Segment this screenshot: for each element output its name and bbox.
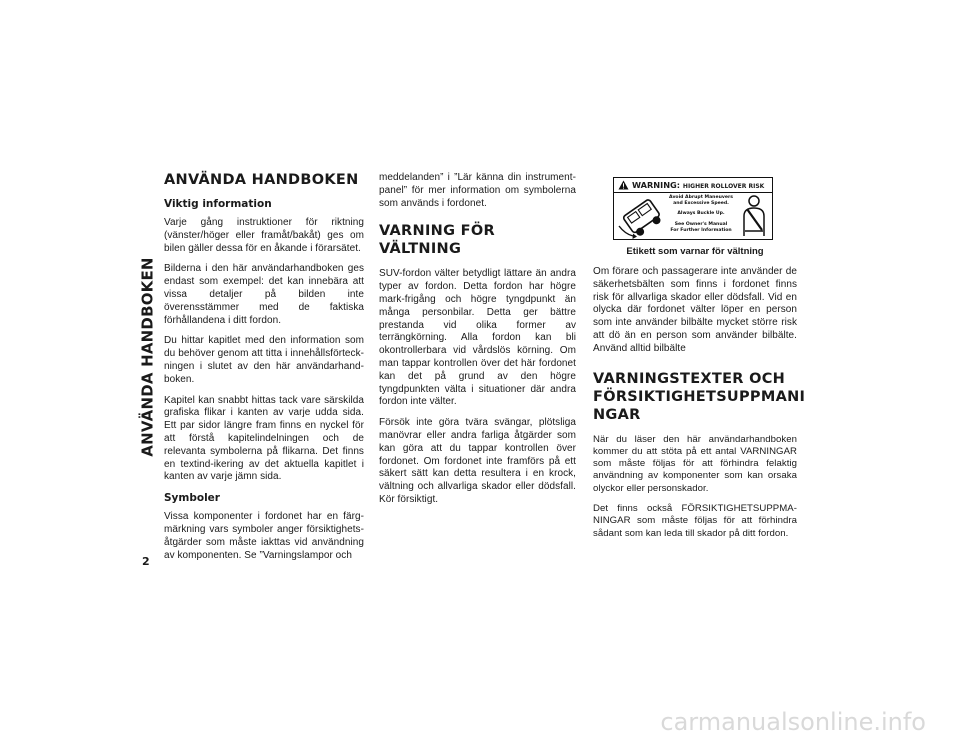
section-title-handbook: ANVÄNDA HANDBOKEN: [164, 172, 359, 188]
paragraph: Du hittar kapitlet med den information som du behöver genom att titta i innehållsförteck-ningen i slutet av den här användarhand-boken.: [164, 335, 364, 385]
paragraph: När du läser den här användarhandboken kommer du att stöta på ett antal VARNINGAR som måste följas för att förhindra felaktig användning av komponenter som kan orsaka olyckor eller personskador.: [593, 433, 797, 494]
seatbelt-person-icon: [736, 194, 772, 238]
watermark: carmanualsonline.info: [660, 708, 926, 736]
section-title-rollover: VARNING FÖR VÄLTNING: [379, 223, 495, 258]
paragraph: Bilderna i den här användarhandboken ges endast som exempel: det kan innebära att vissa detaljer på bilden inte överensstämmer med de faktiska förhållandena i ditt fordon.: [164, 263, 364, 326]
rollover-warning-label: [613, 177, 773, 240]
label-warning-word: WARNING:: [632, 180, 681, 190]
paragraph: meddelanden” i ”Lär känna din instrument-panel” för mer information om symbolerna som används i fordonet.: [379, 172, 576, 209]
column-3: [593, 177, 806, 548]
subheading-symbols: Symboler: [164, 492, 220, 505]
label-line: For Further Information: [670, 228, 732, 233]
paragraph: Kapitel kan snabbt hittas tack vare särskilda grafiska flikar i kanten av varje udda sida. Ett par sidor längre fram finns en nyckel för att förstå kapitelindelningen och de relevanta symbolerna på flikarna. Det finns en textind-ikering av det aktuella kapitlet i kanten av varje jämn sida.: [164, 394, 364, 483]
page-number: 2: [142, 555, 150, 568]
chapter-side-tab: [139, 176, 157, 538]
label-line: Always Buckle Up.: [677, 211, 725, 216]
paragraph: Varje gång instruktioner för riktning (vänster/höger eller framåt/bakåt) ges om bilen gäller dessa för en åkande i förarsätet.: [164, 217, 364, 254]
column-2: [379, 172, 576, 515]
rollover-vehicle-icon: [617, 194, 667, 240]
label-line: Avoid Abrupt Maneuvers: [669, 195, 733, 200]
section-title-line: FÖRSIKTIGHETSUPPMANI: [593, 388, 806, 405]
paragraph: Försök inte göra tvära svängar, plötsliga manövrar eller andra farliga åtgärder som kan göra att du tappar kontrollen över fordonet. Om fordonet inte framförs på ett säkert sätt kan detta resultera i en krock, vältning och allvarliga skador eller dödsfall. Kör försiktigt.: [379, 417, 576, 505]
column-1: [164, 172, 364, 570]
label-body: [614, 193, 772, 239]
paragraph: Om förare och passagerare inte använder de säkerhetsbälten som finns i fordonet finns risk för allvarliga skador eller dödsfall. Vid en olycka där fordonet välter löper en person som inte använder bilbälte mycket större risk att dö än en person som använder bilbälte. Använd alltid bilbälte: [593, 266, 797, 354]
label-warning-text: [632, 180, 764, 190]
warning-triangle-icon: [618, 180, 629, 190]
section-title-line: NGAR: [593, 406, 641, 423]
label-line: See Owner's Manual: [674, 222, 728, 227]
label-risk-text: HIGHER ROLLOVER RISK: [682, 183, 765, 190]
section-title-line: VARNINGSTEXTER OCH: [593, 370, 786, 387]
paragraph: SUV-fordon välter betydligt lättare än andra typer av fordon. Detta fordon har högre mark-frigång och högre tyngdpunkt än många personbilar. Detta ger bättre prestanda vid olika former av terrängkörning. Alla fordon kan bli okontrollerbara vid vårdslös körning. Om man tappar kontrollen över det här fordonet kan det på grund av den högre tyngdpunkten välta i situationer där andra fordon inte välter.: [379, 268, 576, 408]
figure-caption: Etikett som varnar för vältning: [626, 246, 764, 257]
paragraph: Vissa komponenter i fordonet har en färg-märkning vars symboler anger försiktighets-åtgärder som måste iakttas vid användning av komponenten. Se ”Varningslampor och: [164, 511, 364, 561]
subheading-important-info: Viktig information: [164, 198, 272, 210]
label-line: and Excessive Speed.: [673, 201, 729, 206]
label-header: [614, 178, 772, 193]
paragraph: Det finns också FÖRSIKTIGHETSUPPMA-NINGAR som måste följas för att förhindra sådant som kan leda till skador på ditt fordon.: [593, 503, 797, 539]
chapter-side-tab-label: ANVÄNDA HANDBOKEN: [139, 257, 157, 457]
section-title-warnings: [593, 370, 806, 424]
